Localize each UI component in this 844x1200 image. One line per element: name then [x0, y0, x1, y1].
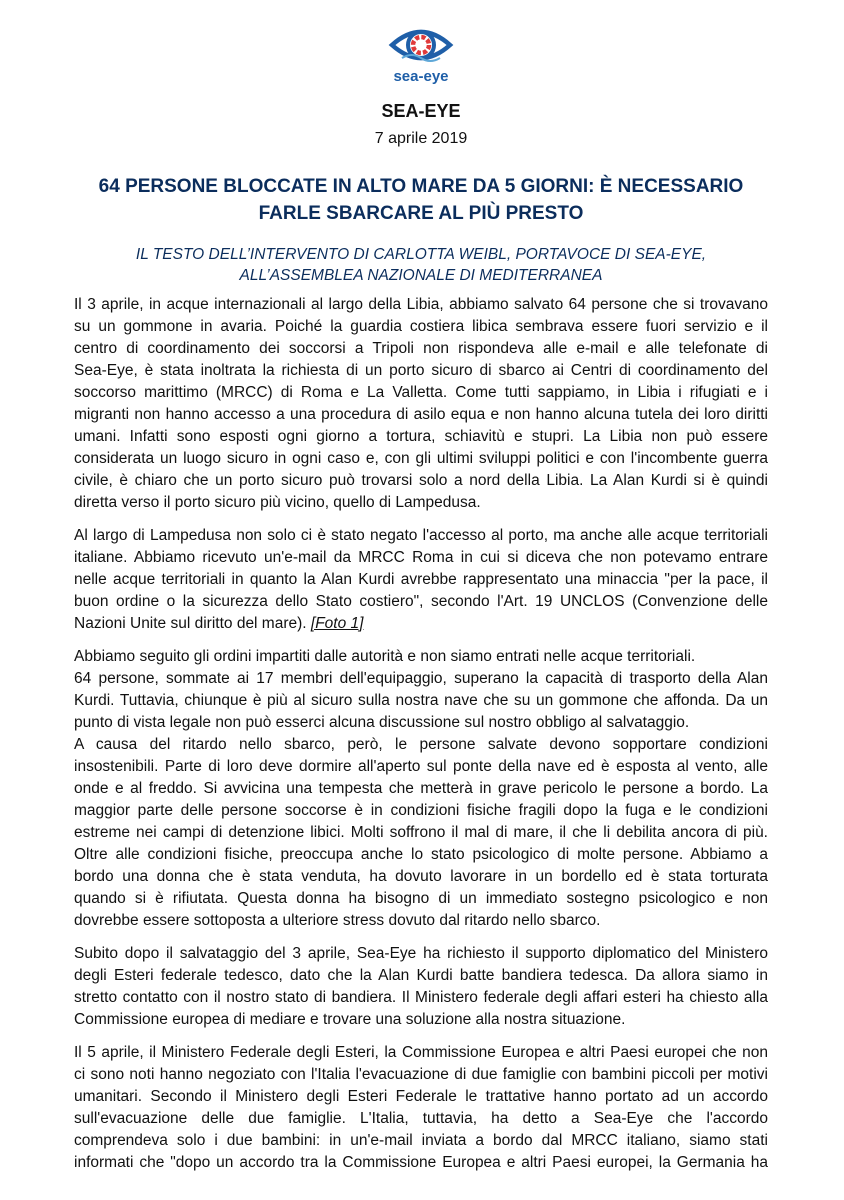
text-line: Sea-Eye, è stata inoltrata la richiesta di un porto sicuro di sbarco ai Centri di coordinamento del — [74, 362, 768, 379]
text-line: centro di coordinamento dei soccorsi a Tripoli non rispondeva alle e-mail e alle telefonate di — [74, 340, 768, 357]
text-line: stretto contatto con il nostro stato di bandiera. Il Ministero federale degli affari esteri ha chiesto alla — [74, 989, 768, 1006]
eye-icon — [388, 22, 454, 68]
release-date: 7 aprile 2019 — [374, 130, 468, 147]
sea-eye-logo — [388, 22, 454, 94]
subtitle-line-2: ALL’ASSEMBLEA NAZIONALE DI MEDITERRANEA — [239, 267, 603, 284]
text-line: Il 5 aprile, il Ministero Federale degli Esteri, la Commissione Europea e altri Paesi europei che non — [74, 1044, 768, 1061]
logo-wordmark: sea-eye — [393, 68, 449, 85]
text-line: estreme nei campi di detenzione libici. Molti soffrono il mal di mare, il che li debilita ancora di più. — [74, 824, 768, 841]
text-line: maggior parte delle persone soccorse è in condizioni fisiche fragili dopo la fuga e le condizioni — [74, 802, 768, 819]
text-line: soccorso marittimo (MRCC) di Roma e La Valletta. Come tutti sappiamo, in Libia i rifugiati e i — [74, 384, 768, 401]
text-line: degli Esteri federale tedesco, dato che la Alan Kurdi batte bandiera tedesca. Da allora siamo in — [74, 967, 768, 984]
text-line: Commissione europea di mediare e trovare una soluzione alla nostra situazione. — [74, 1011, 626, 1028]
text-line: umanitari. Secondo il Ministero degli Esteri Federale le trattative hanno portato ad un accordo — [74, 1088, 768, 1105]
photo-1-link[interactable]: [Foto 1] — [310, 615, 364, 632]
text-line: buon ordine o la sicurezza dello Stato costiero", secondo l'Art. 19 UNCLOS (Convenzione delle — [74, 593, 768, 610]
paragraph-3 — [74, 646, 768, 932]
subtitle — [74, 244, 768, 286]
text-line: dovrebbe essere sottoposta a ulteriore stress dovuto dal ritardo nello sbarco. — [74, 912, 601, 929]
subtitle-line-1: IL TESTO DELL’INTERVENTO DI CARLOTTA WEIBL, PORTAVOCE DI SEA-EYE, — [135, 246, 707, 263]
article-body — [74, 294, 768, 1174]
text-line: considerata un luogo sicuro in ogni caso e, con gli ultimi sviluppi politici e con l'incombente guerra — [74, 450, 768, 467]
text-line: civile, è chiaro che un porto sicuro può trovarsi solo a nord della Libia. La Alan Kurdi si è quindi — [74, 472, 768, 489]
text-line: su un gommone in avaria. Poiché la guardia costiera libica sembrava essere fuori servizio e il — [74, 318, 768, 335]
paragraph-5 — [74, 1042, 768, 1174]
text-segment: Nazioni Unite sul diritto del mare). — [74, 615, 307, 632]
paragraph-1 — [74, 294, 768, 514]
text-line: onde e al freddo. Si avvicina una tempesta che metterà in grave pericolo le persone a bordo. La — [74, 780, 768, 797]
text-line: italiane. Abbiamo ricevuto un'e-mail da MRCC Roma in cui si diceva che non potevamo entrare — [74, 549, 768, 566]
text-line: Oltre alle condizioni fisiche, preoccupa anche lo stato psicologico di molte persone. Abbiamo a — [74, 846, 768, 863]
text-line: insostenibili. Parte di loro deve dormire all'aperto sul ponte della nave ed è esposta al vento, alle — [74, 758, 768, 775]
text-line: sull'evacuazione delle due famiglie. L'Italia, tuttavia, ha detto a Sea-Eye che l'accordo — [74, 1110, 768, 1127]
text-line: Il 3 aprile, in acque internazionali al largo della Libia, abbiamo salvato 64 persone che si trovavano — [74, 296, 768, 313]
headline-line-1: 64 PERSONE BLOCCATE IN ALTO MARE DA 5 GIORNI: È NECESSARIO — [98, 176, 744, 197]
headline — [74, 173, 768, 227]
text-line: quando si è rifiutata. Questa donna ha bisogno di un immediato sostegno psicologico e non — [74, 890, 768, 907]
text-line: bordo una donna che è stata venduta, ha dovuto lavorare in un bordello ed è stata torturata — [74, 868, 768, 885]
text-line: migranti non hanno accesso a una procedura di asilo equa e non hanno alcuna tutela dei loro diritti — [74, 406, 768, 423]
text-line: Al largo di Lampedusa non solo ci è stato negato l'accesso al porto, ma anche alle acque territoriali — [74, 527, 768, 544]
text-line: informati che "dopo un accordo tra la Commissione Europea e altri Paesi europei, la Germania ha — [74, 1154, 768, 1171]
organization-name: SEA-EYE — [381, 101, 461, 121]
text-line: punto di vista legale non può esserci alcuna discussione sul nostro obbligo al salvataggio. — [74, 714, 690, 731]
text-line: diretta verso il porto sicuro più vicino, quello di Lampedusa. — [74, 494, 481, 511]
text-line: nelle acque territoriali in quanto la Alan Kurdi avrebbe rappresentato una minaccia "per la pace, il — [74, 571, 768, 588]
text-line: Kurdi. Tuttavia, chiunque è più al sicuro sulla nostra nave che su un gommone che affonda. Da un — [74, 692, 768, 709]
paragraph-4 — [74, 943, 768, 1031]
text-line: comprendeva solo i due bambini: in un'e-mail inviata a bordo dal MRCC italiano, siamo stati — [74, 1132, 768, 1149]
paragraph-2 — [74, 525, 768, 635]
text-line: 64 persone, sommate ai 17 membri dell'equipaggio, superano la capacità di trasporto della Alan — [74, 670, 768, 687]
headline-line-2: FARLE SBARCARE AL PIÙ PRESTO — [258, 203, 584, 224]
text-line — [74, 613, 768, 635]
press-release-page — [74, 0, 768, 1200]
text-line: Abbiamo seguito gli ordini impartiti dalle autorità e non siamo entrati nelle acque territoriali. — [74, 648, 696, 665]
text-line: umani. Infatti sono esposti ogni giorno a tortura, schiavitù e stupri. La Libia non può essere — [74, 428, 768, 445]
text-line: ci sono noti hanno negoziato con l'Italia l'evacuazione di due famiglie con bambini piccoli per motivi — [74, 1066, 768, 1083]
text-line: A causa del ritardo nello sbarco, però, le persone salvate devono sopportare condizioni — [74, 736, 768, 753]
text-line: Subito dopo il salvataggio del 3 aprile, Sea-Eye ha richiesto il supporto diplomatico del Ministero — [74, 945, 768, 962]
